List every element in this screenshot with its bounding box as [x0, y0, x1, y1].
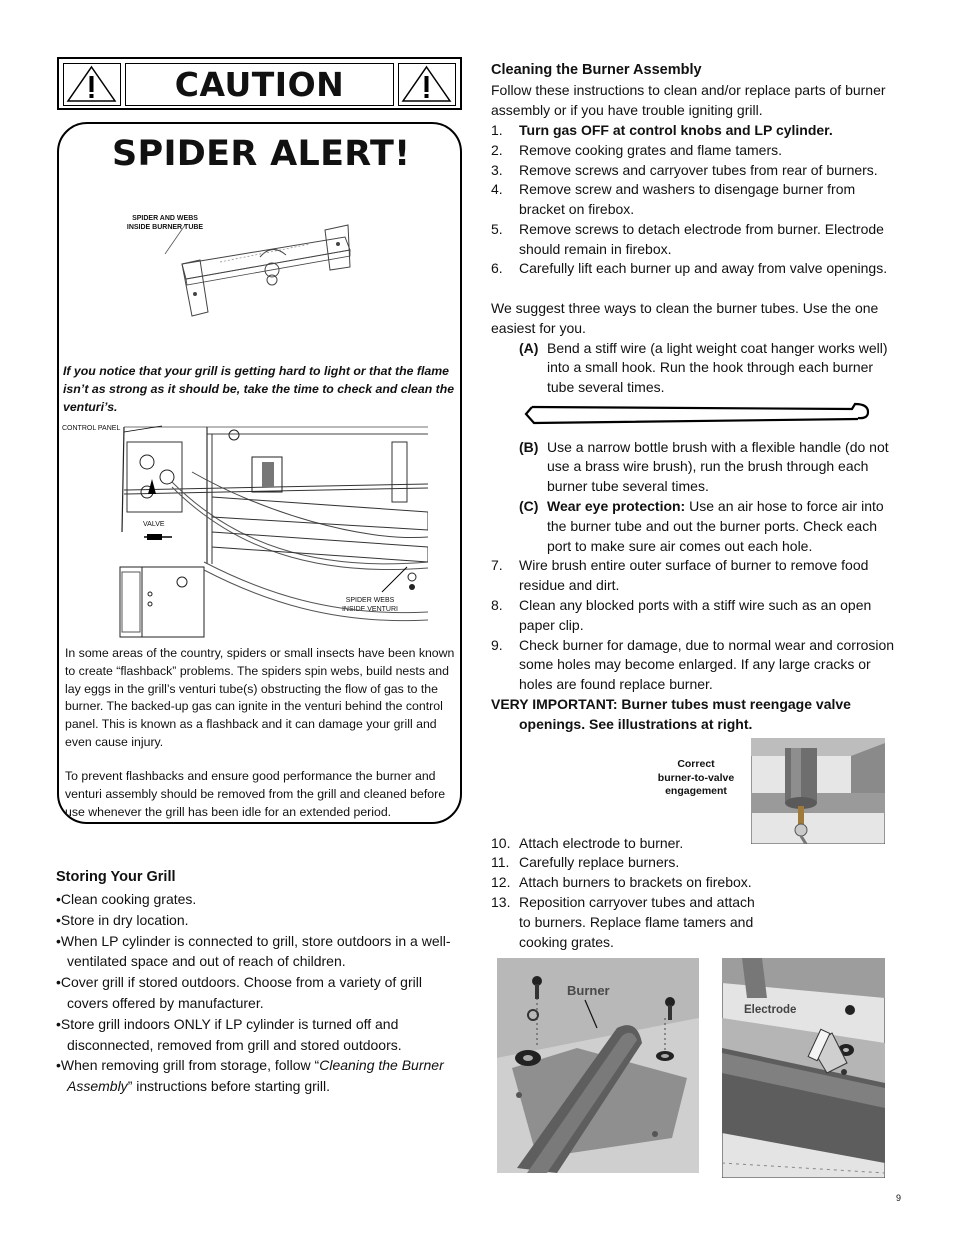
- step-number: 5.: [491, 221, 503, 237]
- storing-italic: Assembly: [67, 1078, 128, 1095]
- step-text: Remove cooking grates and flame tamers.: [519, 142, 783, 158]
- method-b-text: use a brass wire brush), run the brush through each: [547, 458, 869, 474]
- spider-webs-label-line1: SPIDER WEBS: [345, 597, 395, 604]
- step-number: 13.: [491, 894, 511, 910]
- correct-caption-line1: Correct: [677, 758, 715, 770]
- suggest-line1: We suggest three ways to clean the burner tubes. Use the one: [491, 300, 879, 316]
- caution-title: CAUTION: [125, 63, 394, 106]
- step-number: 12.: [491, 874, 511, 890]
- wire-hook-illustration: [522, 402, 874, 428]
- method-b-text: Use a narrow bottle brush with a flexible handle (do not: [547, 439, 889, 455]
- method-c-text: [547, 497, 884, 517]
- warning-triangle-icon: [63, 63, 121, 106]
- storing-item: [56, 1055, 466, 1076]
- step-text: Wire brush entire outer surface of burner to remove food: [519, 557, 869, 573]
- step-text: holes are found replace burner.: [519, 676, 713, 692]
- step-number: 6.: [491, 260, 503, 276]
- storing-list: [56, 889, 466, 1097]
- step-text: to burners. Replace flame tamers and: [519, 914, 754, 930]
- method-c-label: (C): [519, 498, 539, 514]
- step-number: 3.: [491, 162, 503, 178]
- method-c-bold: Wear eye protection:: [547, 498, 686, 514]
- step-text: should remain in firebox.: [519, 241, 672, 257]
- page-number: 9: [896, 1193, 902, 1203]
- method-a-label: (A): [519, 340, 539, 356]
- method-c-text: the burner tube and out the burner ports. Check each: [547, 518, 877, 534]
- cleaning-intro-line1: Follow these instructions to clean and/or replace parts of burner: [491, 82, 886, 98]
- step-text: residue and dirt.: [519, 577, 620, 593]
- correct-engagement-caption: [645, 758, 747, 799]
- storing-heading: Storing Your Grill: [56, 869, 176, 885]
- step-number: 1.: [491, 122, 503, 138]
- electrode-photo-label: Electrode: [744, 1004, 797, 1016]
- suggest-line2: easiest for you.: [491, 320, 586, 336]
- valve-label: VALVE: [143, 521, 165, 528]
- figure1-label-line1: SPIDER AND WEBS: [132, 215, 198, 222]
- warning-triangle-icon: [398, 63, 456, 106]
- method-c-text: port to make sure air comes out each hole.: [547, 538, 813, 554]
- step-text: some holes may become enlarged. If any large cracks or: [519, 656, 871, 672]
- method-b-label: (B): [519, 439, 539, 455]
- storing-item: •Cover grill if stored outdoors. Choose from a variety of grill: [56, 974, 422, 991]
- figure1-label-line2: INSIDE BURNER TUBE: [126, 224, 204, 231]
- venturi-illustration: [112, 422, 428, 638]
- step-number: 7.: [491, 557, 503, 573]
- cleaning-intro-line2: assembly or if you have trouble igniting grill.: [491, 102, 763, 118]
- step-text: Attach electrode to burner.: [519, 835, 684, 851]
- storing-item: •Store grill indoors ONLY if LP cylinder is turned off and: [56, 1015, 399, 1032]
- very-important-line2: openings. See illustrations at right.: [519, 716, 753, 732]
- step-number: 2.: [491, 142, 503, 158]
- step-text: Remove screws and carryover tubes from rear of burners.: [519, 162, 878, 178]
- step-text: Carefully lift each burner up and away from valve openings.: [519, 260, 888, 276]
- method-a-text: into a small hook. Run the hook through each burner: [547, 359, 874, 375]
- step-text: Clean any blocked ports with a stiff wire such as an open: [519, 597, 872, 613]
- storing-item: •When LP cylinder is connected to grill, store outdoors in a well-: [56, 932, 451, 949]
- very-important-line1: VERY IMPORTANT: Burner tubes must reengage valve: [491, 696, 851, 712]
- storing-item: •Store in dry location.: [56, 911, 189, 928]
- storing-item: ventilated space and out of reach of children.: [67, 953, 346, 970]
- step-number: 10.: [491, 835, 511, 851]
- correct-caption-line3: engagement: [665, 785, 727, 797]
- spider-alert-paragraph1: In some areas of the country, spiders or small insects have been known to create “flashback” problems. The spiders spin webs, build nests and lay eggs in the grill’s venturi tube(s) obstructing the flow of gas to the burner. The backed-up gas can ignite in the venturi behind the control panel. This is known as a flashback and it can damage your grill and even cause injury.: [65, 646, 455, 749]
- control-panel-label: CONTROL PANEL: [62, 425, 121, 432]
- step-number: 8.: [491, 597, 503, 613]
- storing-item: covers offered by manufacturer.: [67, 994, 264, 1011]
- spider-webs-label-line2: INSIDE VENTURI: [341, 606, 398, 613]
- storing-item: disconnected, removed from grill and stored outdoors.: [67, 1036, 402, 1053]
- caution-banner: [57, 57, 462, 110]
- correct-caption-line2: burner-to-valve: [657, 771, 735, 784]
- electrode-photo: [722, 958, 885, 1178]
- step-number: 11.: [491, 854, 510, 870]
- step-text: paper clip.: [519, 617, 584, 633]
- step-text: Attach burners to brackets on firebox.: [519, 874, 752, 890]
- storing-text: ” instructions before starting grill.: [127, 1078, 330, 1095]
- step-number: 4.: [491, 181, 503, 197]
- storing-item: •Clean cooking grates.: [56, 891, 197, 907]
- method-c-rest: Use an air hose to force air into: [685, 498, 884, 514]
- burner-tube-illustration: [160, 222, 360, 322]
- step-text: bracket on firebox.: [519, 201, 635, 217]
- method-b-text: burner tube several times.: [547, 478, 709, 494]
- step-text: Remove screw and washers to disengage burner from: [519, 181, 856, 197]
- step-text: Reposition carryover tubes and attach: [519, 894, 755, 910]
- step-text: Carefully replace burners.: [519, 854, 680, 870]
- step-text: Check burner for damage, due to normal wear and corrosion: [519, 637, 895, 653]
- burner-valve-photo: [751, 738, 885, 844]
- step-text: cooking grates.: [519, 934, 614, 950]
- method-a-text: tube several times.: [547, 379, 665, 395]
- burner-photo-label: Burner: [567, 983, 610, 998]
- step-text: Turn gas OFF at control knobs and LP cylinder.: [519, 122, 833, 138]
- storing-item: [56, 1076, 466, 1097]
- method-a-text: Bend a stiff wire (a light weight coat hanger works well): [547, 340, 888, 356]
- storing-italic: Cleaning the Burner: [319, 1057, 444, 1074]
- spider-alert-intro: If you notice that your grill is getting hard to light or that the flame isn’t as strong as it should be, take the time to check and clean the venturi’s.: [63, 364, 455, 414]
- storing-text: •When removing grill from storage, follow “: [56, 1057, 320, 1074]
- spider-alert-paragraph2: To prevent flashbacks and ensure good performance the burner and venturi assembly should be removed from the grill and cleaned before use whenever the grill has been idle for an extended period.: [65, 769, 446, 819]
- step-text: Remove screws to detach electrode from burner. Electrode: [519, 221, 884, 237]
- cleaning-heading: Cleaning the Burner Assembly: [491, 62, 702, 78]
- spider-alert-title: SPIDER ALERT!: [112, 134, 411, 174]
- step-number: 9.: [491, 637, 503, 653]
